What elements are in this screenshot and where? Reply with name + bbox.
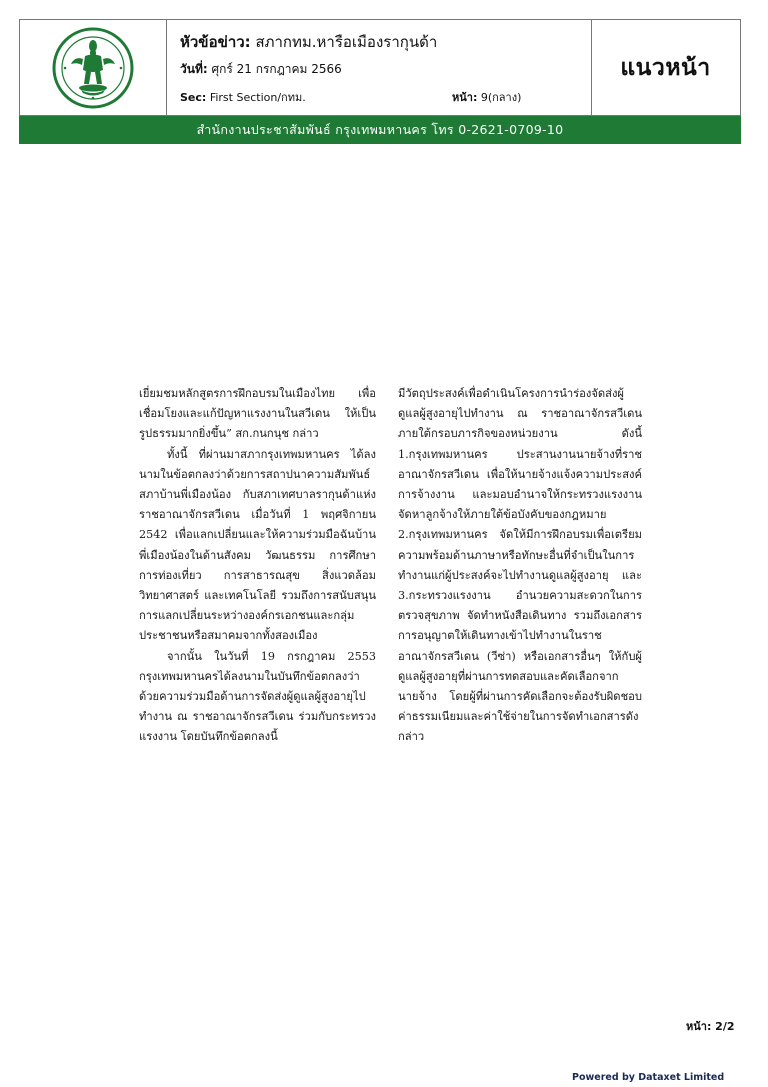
bangkok-seal-icon xyxy=(51,26,135,110)
date-label: วันที่: xyxy=(180,62,208,76)
headline-row xyxy=(180,30,437,54)
article-paragraph: จากนั้น ในวันที่ 19 กรกฎาคม 2553 กรุงเทพมหานครได้ลงนามในบันทึกข้อตกลงว่าด้วยความร่วมมือด้านการจัดส่งผู้ดูแลผู้สูงอายุไปทำงาน ณ ราชอาณาจักรสวีเดน ร่วมกับกระทรวงแรงงาน โดยบันทึกข้อตกลงนี้ xyxy=(139,649,376,744)
info-cell xyxy=(166,20,592,115)
sec-label: Sec: xyxy=(180,91,207,104)
page-number: หน้า: 2/2 xyxy=(686,1020,735,1033)
news-header xyxy=(19,19,741,116)
section-row xyxy=(180,88,580,106)
article-paragraph: เยี่ยมชมหลักสูตรการฝึกอบรมในเมืองไทย เพื่อเชื่อมโยงและแก้ปัญหาแรงงานในสวีเดน ให้เป็นรูปธรรมมากยิ่งขึ้น” สก.กนกนุช กล่าว xyxy=(139,387,376,441)
contact-text: สำนักงานประชาสัมพันธ์ กรุงเทพมหานคร โทร 0-2621-0709-10 xyxy=(196,122,564,137)
contact-bar xyxy=(19,116,741,144)
powered-by: Powered by Dataxet Limited xyxy=(572,1072,725,1083)
logo-cell xyxy=(20,20,167,115)
headline-value: สภากทม.หารือเมืองรากุนด้า xyxy=(255,33,438,51)
date-row xyxy=(180,60,342,79)
date-value: ศุกร์ 21 กรกฎาคม 2566 xyxy=(211,62,342,76)
sec-value: First Section/กทม. xyxy=(209,91,306,104)
newspaper-name: แนวหน้า xyxy=(620,54,711,81)
page-label: หน้า: xyxy=(452,91,478,104)
article-right-column xyxy=(398,384,642,748)
article-paragraph: มีวัตถุประสงค์เพื่อดำเนินโครงการนำร่องจัดส่งผู้ดูแลผู้สูงอายุไปทำงาน ณ ราชอาณาจักรสวีเดน ภายใต้กรอบภารกิจของหน่วยงาน ดังนี้ 1.กรุงเทพมหานคร ประสานงานนายจ้างที่ราชอาณาจักรสวีเดน เพื่อให้นายจ้างแจ้งความประสงค์การจ้างงาน และมอบอำนาจให้กระทรวงแรงงานจัดหาลูกจ้างให้ภายใต้ข้อบังคับของกฎหมาย 2.กรุงเทพมหานคร จัดให้มีการฝึกอบรมเพื่อเตรียมความพร้อมด้านภาษาหรือทักษะอื่นที่จำเป็นในการทำงานแก่ผู้ประสงค์จะไปทำงานดูแลผู้สูงอายุ และ 3.กระทรวงแรงงาน อำนวยความสะดวกในการตรวจสุขภาพ จัดทำหนังสือเดินทาง รวมถึงเอกสารการอนุญาตให้เดินทางเข้าไปทำงานในราชอาณาจักรสวีเดน (วีซ่า) หรือเอกสารอื่นๆ ให้กับผู้ดูแลผู้สูงอายุที่ผ่านการทดสอบและคัดเลือกจากนายจ้าง โดยผู้ที่ผ่านการคัดเลือกจะต้องรับผิดชอบค่าธรรมเนียมและค่าใช้จ่ายในการจัดทำเอกสารดังกล่าว xyxy=(398,387,642,744)
article-left-column xyxy=(139,384,376,748)
page-ref xyxy=(452,88,521,106)
page-value: 9(กลาง) xyxy=(480,91,522,104)
headline-label: หัวข้อข่าว: xyxy=(180,33,251,51)
article-paragraph: ทั้งนี้ ที่ผ่านมาสภากรุงเทพมหานคร ได้ลงนามในข้อตกลงว่าด้วยการสถาปนาความสัมพันธ์สภาบ้านพี่เมืองน้อง กับสภาเทศบาลรากุนด้าแห่งราชอาณาจักรสวีเดน เมื่อวันที่ 1 พฤศจิกายน 2542 เพื่อแลกเปลี่ยนและให้ความร่วมมือฉันบ้านพี่เมืองน้องในด้านสังคม วัฒนธรรม การศึกษา การท่องเที่ยว การสาธารณสุข สิ่งแวดล้อม วิทยาศาสตร์ และเทคโนโลยี รวมถึงการสนับสนุนการแลกเปลี่ยนระหว่างองค์กรเอกชนและกลุ่มประชาชนหรือสมาคมจากทั้งสองเมือง xyxy=(139,447,376,643)
